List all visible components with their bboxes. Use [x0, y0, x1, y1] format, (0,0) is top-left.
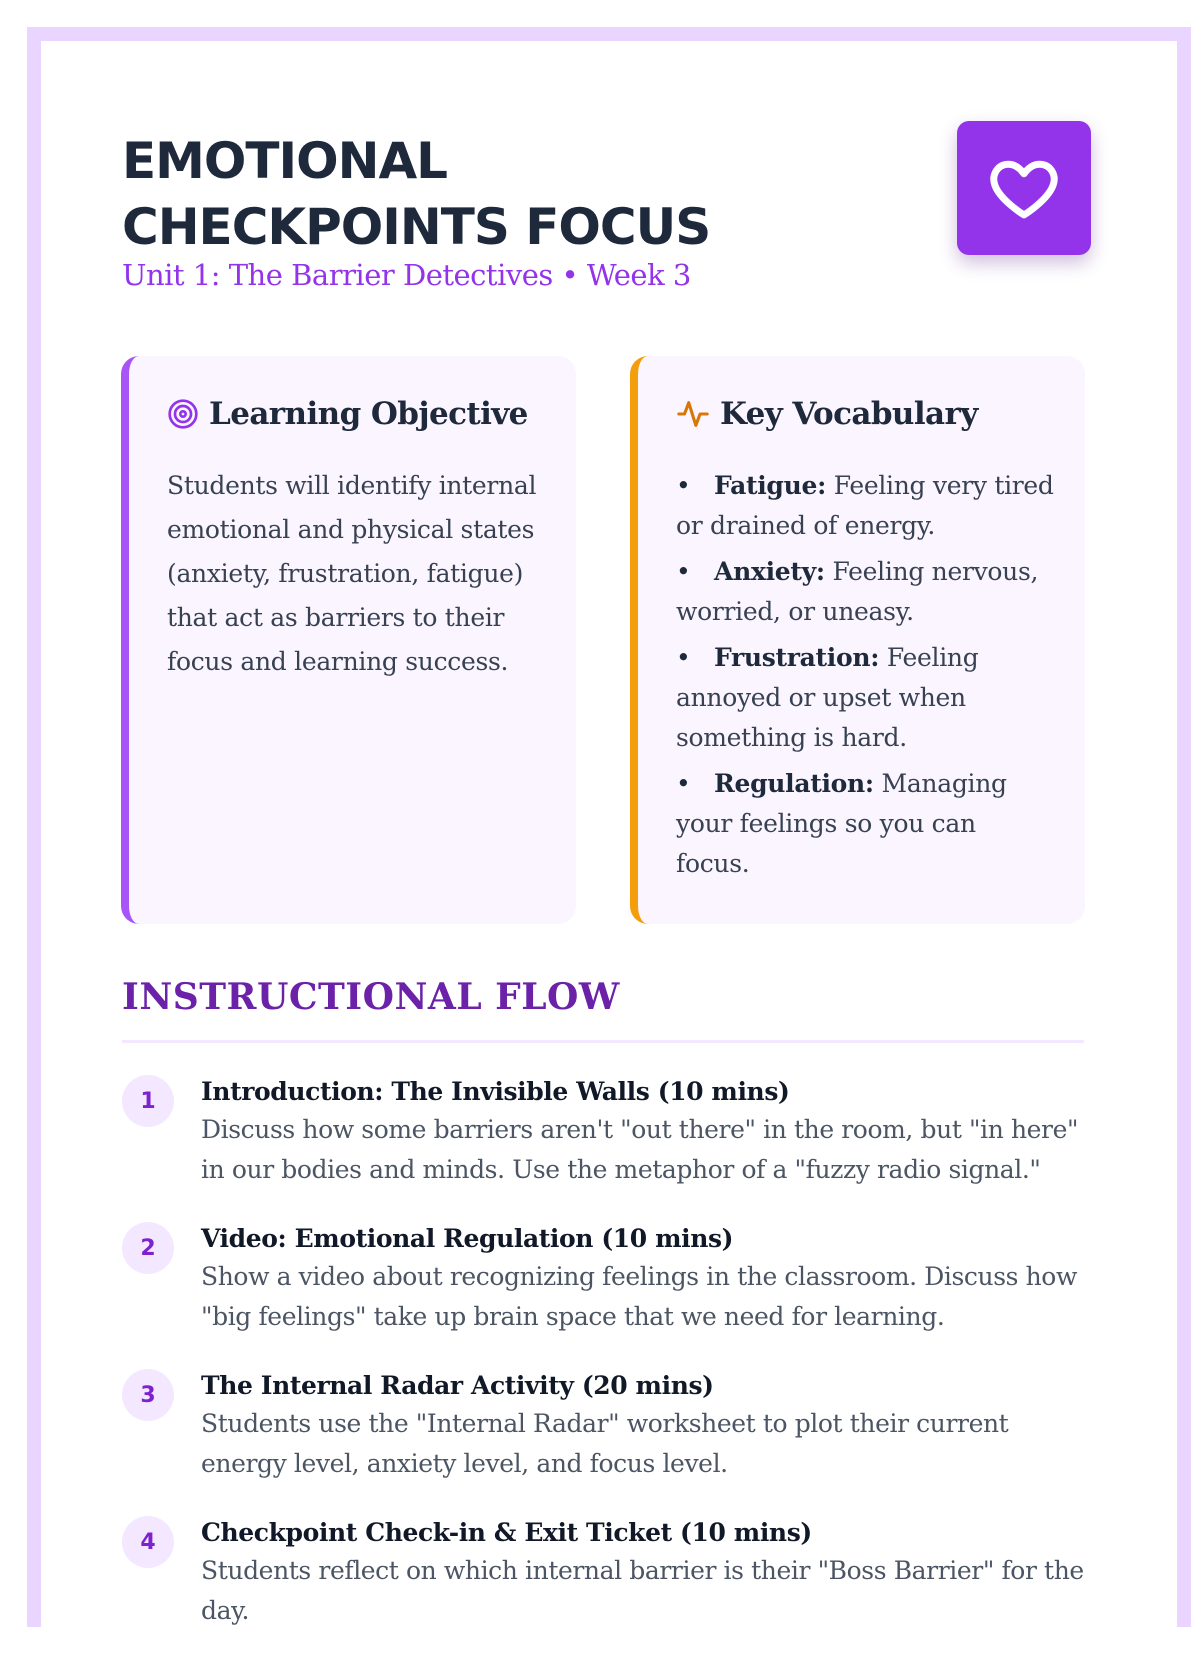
step-description: Students reflect on which internal barrier is their "Boss Barrier" for the day. — [201, 1556, 1084, 1625]
title-line-1: EMOTIONAL — [122, 132, 448, 190]
bullet: • — [676, 769, 691, 798]
heart-icon — [986, 150, 1062, 226]
vocab-definition: Managing your feelings so you can focus. — [676, 769, 1007, 878]
instructional-flow-heading: INSTRUCTIONAL FLOW — [122, 976, 620, 1018]
flow-step — [122, 1074, 1084, 1221]
activity-icon — [676, 397, 710, 431]
vocab-term: Regulation: — [714, 769, 874, 798]
step-title: The Internal Radar Activity (20 mins) — [201, 1371, 714, 1400]
key-vocabulary-card — [630, 356, 1085, 924]
vocab-item-anxiety — [676, 552, 1056, 632]
heart-logo — [957, 121, 1091, 255]
vocabulary-list — [676, 466, 1056, 890]
bullet: • — [676, 557, 691, 586]
vocab-item-frustration — [676, 638, 1056, 758]
vocab-term: Anxiety: — [714, 557, 825, 586]
flow-step — [122, 1368, 1084, 1515]
step-number-badge: 4 — [122, 1516, 174, 1568]
step-body — [201, 1515, 1091, 1631]
vocab-definition: Feeling nervous, worried, or uneasy. — [676, 557, 1039, 626]
flow-step — [122, 1515, 1084, 1662]
step-title: Video: Emotional Regulation (10 mins) — [201, 1224, 734, 1253]
vocab-definition: Feeling very tired or drained of energy. — [676, 471, 1054, 540]
title-line-2: CHECKPOINTS FOCUS — [122, 198, 711, 256]
step-body — [201, 1074, 1091, 1190]
vocab-item-regulation — [676, 764, 1056, 884]
step-description: Show a video about recognizing feelings in the classroom. Discuss how "big feelings" take up brain space that we need for learning. — [201, 1262, 1077, 1331]
step-number-badge: 3 — [122, 1369, 174, 1421]
vocabulary-heading: Key Vocabulary — [720, 396, 978, 432]
step-number-badge: 2 — [122, 1222, 174, 1274]
vocab-item-fatigue — [676, 466, 1056, 546]
bullet: • — [676, 471, 691, 500]
step-title: Checkpoint Check-in & Exit Ticket (10 mins) — [201, 1518, 812, 1547]
target-icon — [167, 398, 199, 430]
flow-step — [122, 1221, 1084, 1368]
step-body — [201, 1368, 1091, 1484]
instructional-flow-list — [122, 1074, 1084, 1662]
objective-heading: Learning Objective — [209, 396, 528, 432]
step-body — [201, 1221, 1091, 1337]
vocab-definition: Feeling annoyed or upset when something is hard. — [676, 643, 979, 752]
section-divider — [122, 1040, 1084, 1043]
step-description: Students use the "Internal Radar" worksheet to plot their current energy level, anxiety level, and focus level. — [201, 1409, 1009, 1478]
step-description: Discuss how some barriers aren't "out there" in the room, but "in here" in our bodies and minds. Use the metaphor of a "fuzzy radio signal." — [201, 1115, 1079, 1184]
bullet: • — [676, 643, 691, 672]
step-title: Introduction: The Invisible Walls (10 mins) — [201, 1077, 790, 1106]
vocab-term: Frustration: — [714, 643, 880, 672]
vocabulary-header — [676, 396, 978, 432]
page-subtitle: Unit 1: The Barrier Detectives • Week 3 — [122, 258, 691, 292]
objective-header — [167, 396, 528, 432]
learning-objective-card — [121, 356, 576, 924]
vocab-term: Fatigue: — [714, 471, 827, 500]
objective-text: Students will identify internal emotional and physical states (anxiety, frustration, fatigue) that act as barriers to their focus and learning success. — [167, 471, 537, 676]
step-number-badge: 1 — [122, 1075, 174, 1127]
page-title — [122, 128, 882, 260]
